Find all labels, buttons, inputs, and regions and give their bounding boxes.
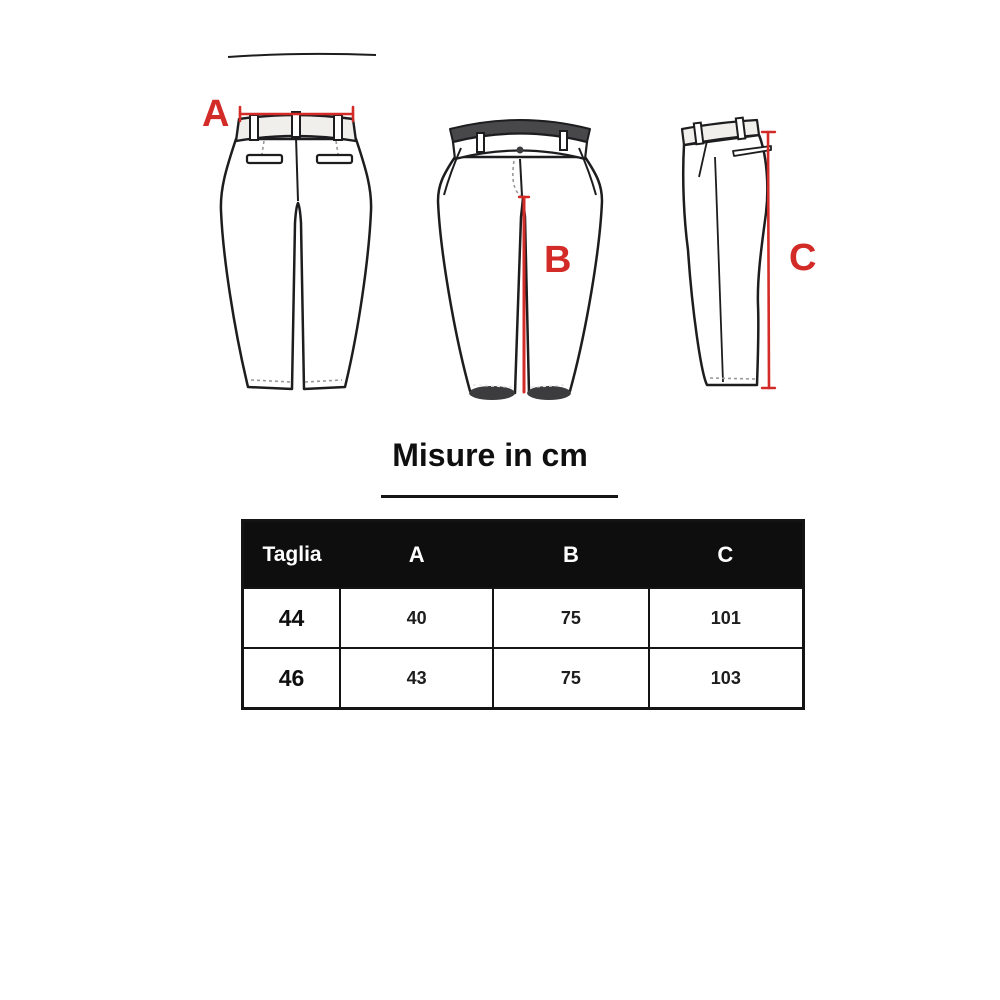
header-cell-taglia: Taglia [243,521,341,589]
value-cell-c: 101 [649,588,804,648]
pants-front-view-figure [430,85,640,415]
page-title: Misure in cm [392,437,588,473]
size-cell: 44 [243,588,341,648]
header-cell-b: B [493,521,648,589]
size-table [241,519,805,710]
value-cell-b: 75 [493,648,648,709]
pants-back-body [221,139,371,389]
title-underline [381,495,618,498]
value-cell-a: 40 [340,588,493,648]
measurement-label-c: C [789,237,817,279]
measurement-label-a: A [202,93,230,135]
pants-front-view-drawing [430,85,640,415]
measurement-label-b: B [544,239,572,281]
pants-side-body [683,135,767,385]
top-guide-line [228,54,376,57]
waist-button [517,147,524,154]
size-cell: 46 [243,648,341,709]
table-header-row [243,521,804,589]
value-cell-b: 75 [493,588,648,648]
header-cell-a: A [340,521,493,589]
table-row-size-44 [243,588,804,648]
table-row-size-46 [243,648,804,709]
value-cell-a: 43 [340,648,493,709]
right-hem-opening [527,386,571,400]
pants-front-body [438,157,602,393]
header-cell-c: C [649,521,804,589]
left-hem-opening [469,386,515,400]
value-cell-c: 103 [649,648,804,709]
